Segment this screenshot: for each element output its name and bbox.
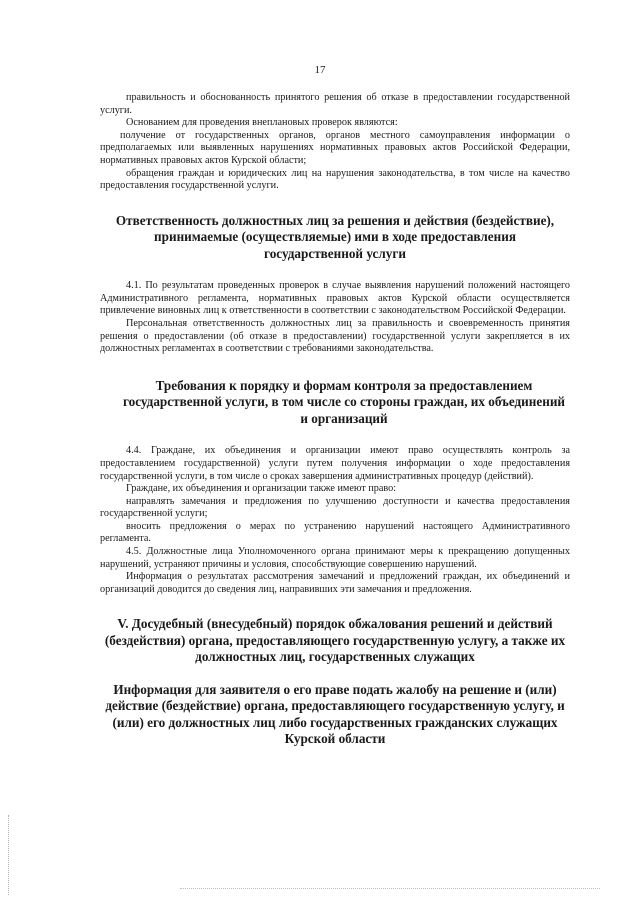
section-heading-appeal-procedure: V. Досудебный (внесудебный) порядок обжалования решений и действий (бездействия) органа, предоставляющего государственную услугу, а также их должностных лиц, государственных служащих (104, 616, 566, 665)
scan-artifact-left-edge (8, 815, 10, 895)
paragraph-9: направлять замечания и предложения по улучшению доступности и качества предоставления государственной услуги; (100, 495, 570, 520)
page-content (100, 92, 570, 758)
paragraph-6: Персональная ответственность должностных лиц за правильность и своевременность принятия решения о предоставлении (об отказе в предоставлении) государственной услуги закрепляется в их должностных регламентах в соответствии с требованиями законодательства. (100, 318, 570, 355)
paragraph-5: 4.1. По результатам проведенных проверок в случае выявления нарушений положений настоящего Административного регламента, нормативных правовых актов Курской области осуществляется привлечение виновных лиц к ответственности в соответствии с законодательством Российской Федерации. (100, 280, 570, 317)
paragraph-2: Основанием для проведения внеплановых проверок являются: (126, 117, 398, 129)
paragraph-1: правильность и обоснованность принятого решения об отказе в предоставлении государственной услуги. (100, 92, 570, 116)
page-number: 17 (314, 64, 326, 76)
section-heading-responsibility: Ответственность должностных лиц за решения и действия (бездействие), принимаемые (осуществляемые) ими в ходе предоставления государственной услуги (115, 212, 555, 261)
section-heading-control-requirements: Требования к порядку и формам контроля за предоставлением государственной услуги, в том числе со стороны граждан, их объединений и организаций (122, 377, 566, 426)
paragraph-12: Информация о результатах рассмотрения замечаний и предложений граждан, их объединений и организаций доводится до сведения лиц, направивших эти замечания и предложения. (100, 571, 570, 595)
section-heading-applicant-information: Информация для заявителя о его праве подать жалобу на решение и (или) действие (бездействие) органа, предоставляющего государственную услугу, и (или) его должностных лиц либо государственных гражданских служащих Курской области (105, 681, 565, 747)
paragraph-10: вносить предложения о мерах по устранению нарушений настоящего Административного регламента. (100, 520, 570, 545)
paragraph-3: получение от государственных органов, органов местного самоуправления информации о предполагаемых или выявленных нарушениях нормативных правовых актов Российской Федерации, нормативных правовых актов Курской области; (100, 129, 570, 166)
paragraph-11: 4.5. Должностные лица Уполномоченного органа принимают меры к прекращению допущенных нарушений, устраняют причины и условия, способствующие совершению нарушений. (100, 546, 570, 570)
paragraph-4: обращения граждан и юридических лиц на нарушения законодательства, в том числе на качество предоставления государственной услуги. (100, 167, 570, 192)
paragraph-7: 4.4. Граждане, их объединения и организации имеют право осуществлять контроль за предоставлением государственной) услуги путем получения информации о ходе предоставления государственной услуги, в том числе о сроках завершения административных процедур (действий). (100, 445, 570, 482)
paragraph-8: Граждане, их объединения и организации также имеют право: (126, 483, 397, 495)
scan-artifact-bottom-edge (180, 888, 600, 890)
